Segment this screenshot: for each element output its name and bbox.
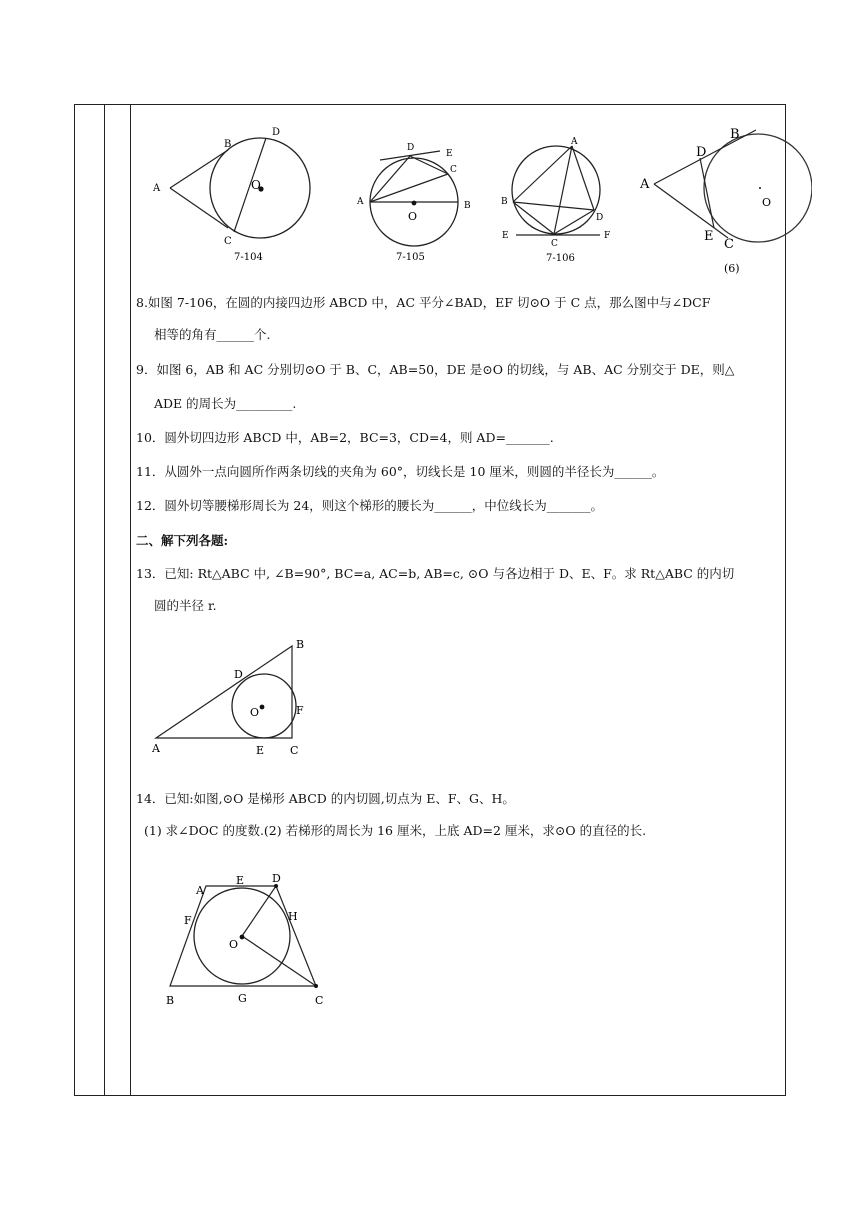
label-o: O <box>229 938 239 951</box>
label-d: D <box>272 127 281 138</box>
question-9-line-2: ADE 的周长为_________. <box>154 396 297 411</box>
label-g: G <box>238 992 247 1005</box>
label-o: O <box>408 210 418 223</box>
figure-7-106 <box>496 134 616 268</box>
label-d: D <box>234 668 243 681</box>
label-e: E <box>704 229 714 244</box>
figure-13 <box>148 632 324 764</box>
label-c: C <box>290 744 299 757</box>
left-column-line-1 <box>104 104 105 1096</box>
label-b: B <box>464 201 471 211</box>
label-b: B <box>224 139 232 150</box>
question-12: 12．圆外切等腰梯形周长为 24，则这个梯形的腰长为______，中位线长为_______。 <box>136 498 604 513</box>
left-column-line-2 <box>130 104 131 1096</box>
label-f: F <box>604 231 611 241</box>
label-f: F <box>296 704 304 717</box>
label-e: E <box>502 231 509 241</box>
label-h: H <box>288 910 298 923</box>
label-c: C <box>551 239 558 249</box>
label-e: E <box>446 149 453 159</box>
label-d: D <box>272 872 281 885</box>
label-d: D <box>407 143 415 153</box>
label-a: A <box>357 197 364 207</box>
caption: 7-105 <box>396 252 425 263</box>
label-b: B <box>730 127 740 142</box>
label-d: D <box>596 213 604 223</box>
caption: 7-106 <box>546 253 575 264</box>
label-d: D <box>696 145 707 160</box>
caption: 7-104 <box>234 252 263 263</box>
label-c: C <box>450 165 457 175</box>
question-11: 11．从圆外一点向圆所作两条切线的夹角为 60°，切线长是 10 厘米，则圆的半径长为______。 <box>136 464 665 479</box>
label-a: A <box>153 183 161 194</box>
question-13-line-1: 13．已知: Rt△ABC 中, ∠B=90°, BC=a, AC=b, AB=c, ⊙O 与各边相于 D、E、F。求 Rt△ABC 的内切 <box>136 566 735 581</box>
question-10: 10．圆外切四边形 ABCD 中，AB=2，BC=3，CD=4，则 AD=_______. <box>136 430 554 445</box>
label-a: A <box>152 742 160 755</box>
section-heading: 二、解下列各题: <box>136 533 229 548</box>
figure-6 <box>632 122 812 278</box>
label-b: B <box>501 197 508 207</box>
caption: (6) <box>724 262 740 275</box>
question-8-line-2: 相等的角有______个. <box>154 327 271 342</box>
label-c: C <box>724 237 734 252</box>
label-e: E <box>236 874 245 887</box>
question-13-line-2: 圆的半径 r. <box>154 598 217 613</box>
label-f: F <box>184 914 192 927</box>
label-c: C <box>315 994 324 1007</box>
figure-7-105 <box>352 138 482 266</box>
figure-14 <box>158 866 338 1014</box>
label-e: E <box>256 744 265 757</box>
question-14-line-2: (1) 求∠DOC 的度数.(2) 若梯形的周长为 16 厘米，上底 AD=2 厘米，求⊙O 的直径的长. <box>144 823 647 838</box>
label-a: A <box>196 884 204 897</box>
label-a: A <box>640 177 650 192</box>
question-8-line-1: 8.如图 7-106，在圆的内接四边形 ABCD 中，AC 平分∠BAD，EF 切⊙O 于 C 点，那么图中与∠DCF <box>136 295 711 310</box>
label-o: O <box>762 196 772 209</box>
label-o: O <box>250 706 260 719</box>
label-o: O <box>251 178 261 192</box>
question-14-line-1: 14．已知:如图,⊙O 是梯形 ABCD 的内切圆,切点为 E、F、G、H。 <box>136 791 515 806</box>
figure-7-104 <box>148 122 320 266</box>
label-b: B <box>296 638 305 651</box>
label-b: B <box>166 994 175 1007</box>
label-a: A <box>571 137 578 147</box>
question-9-line-1: 9．如图 6，AB 和 AC 分别切⊙O 于 B、C，AB=50，DE 是⊙O 的切线，与 AB、AC 分别交于 DE，则△ <box>136 362 735 377</box>
label-c: C <box>224 236 232 247</box>
